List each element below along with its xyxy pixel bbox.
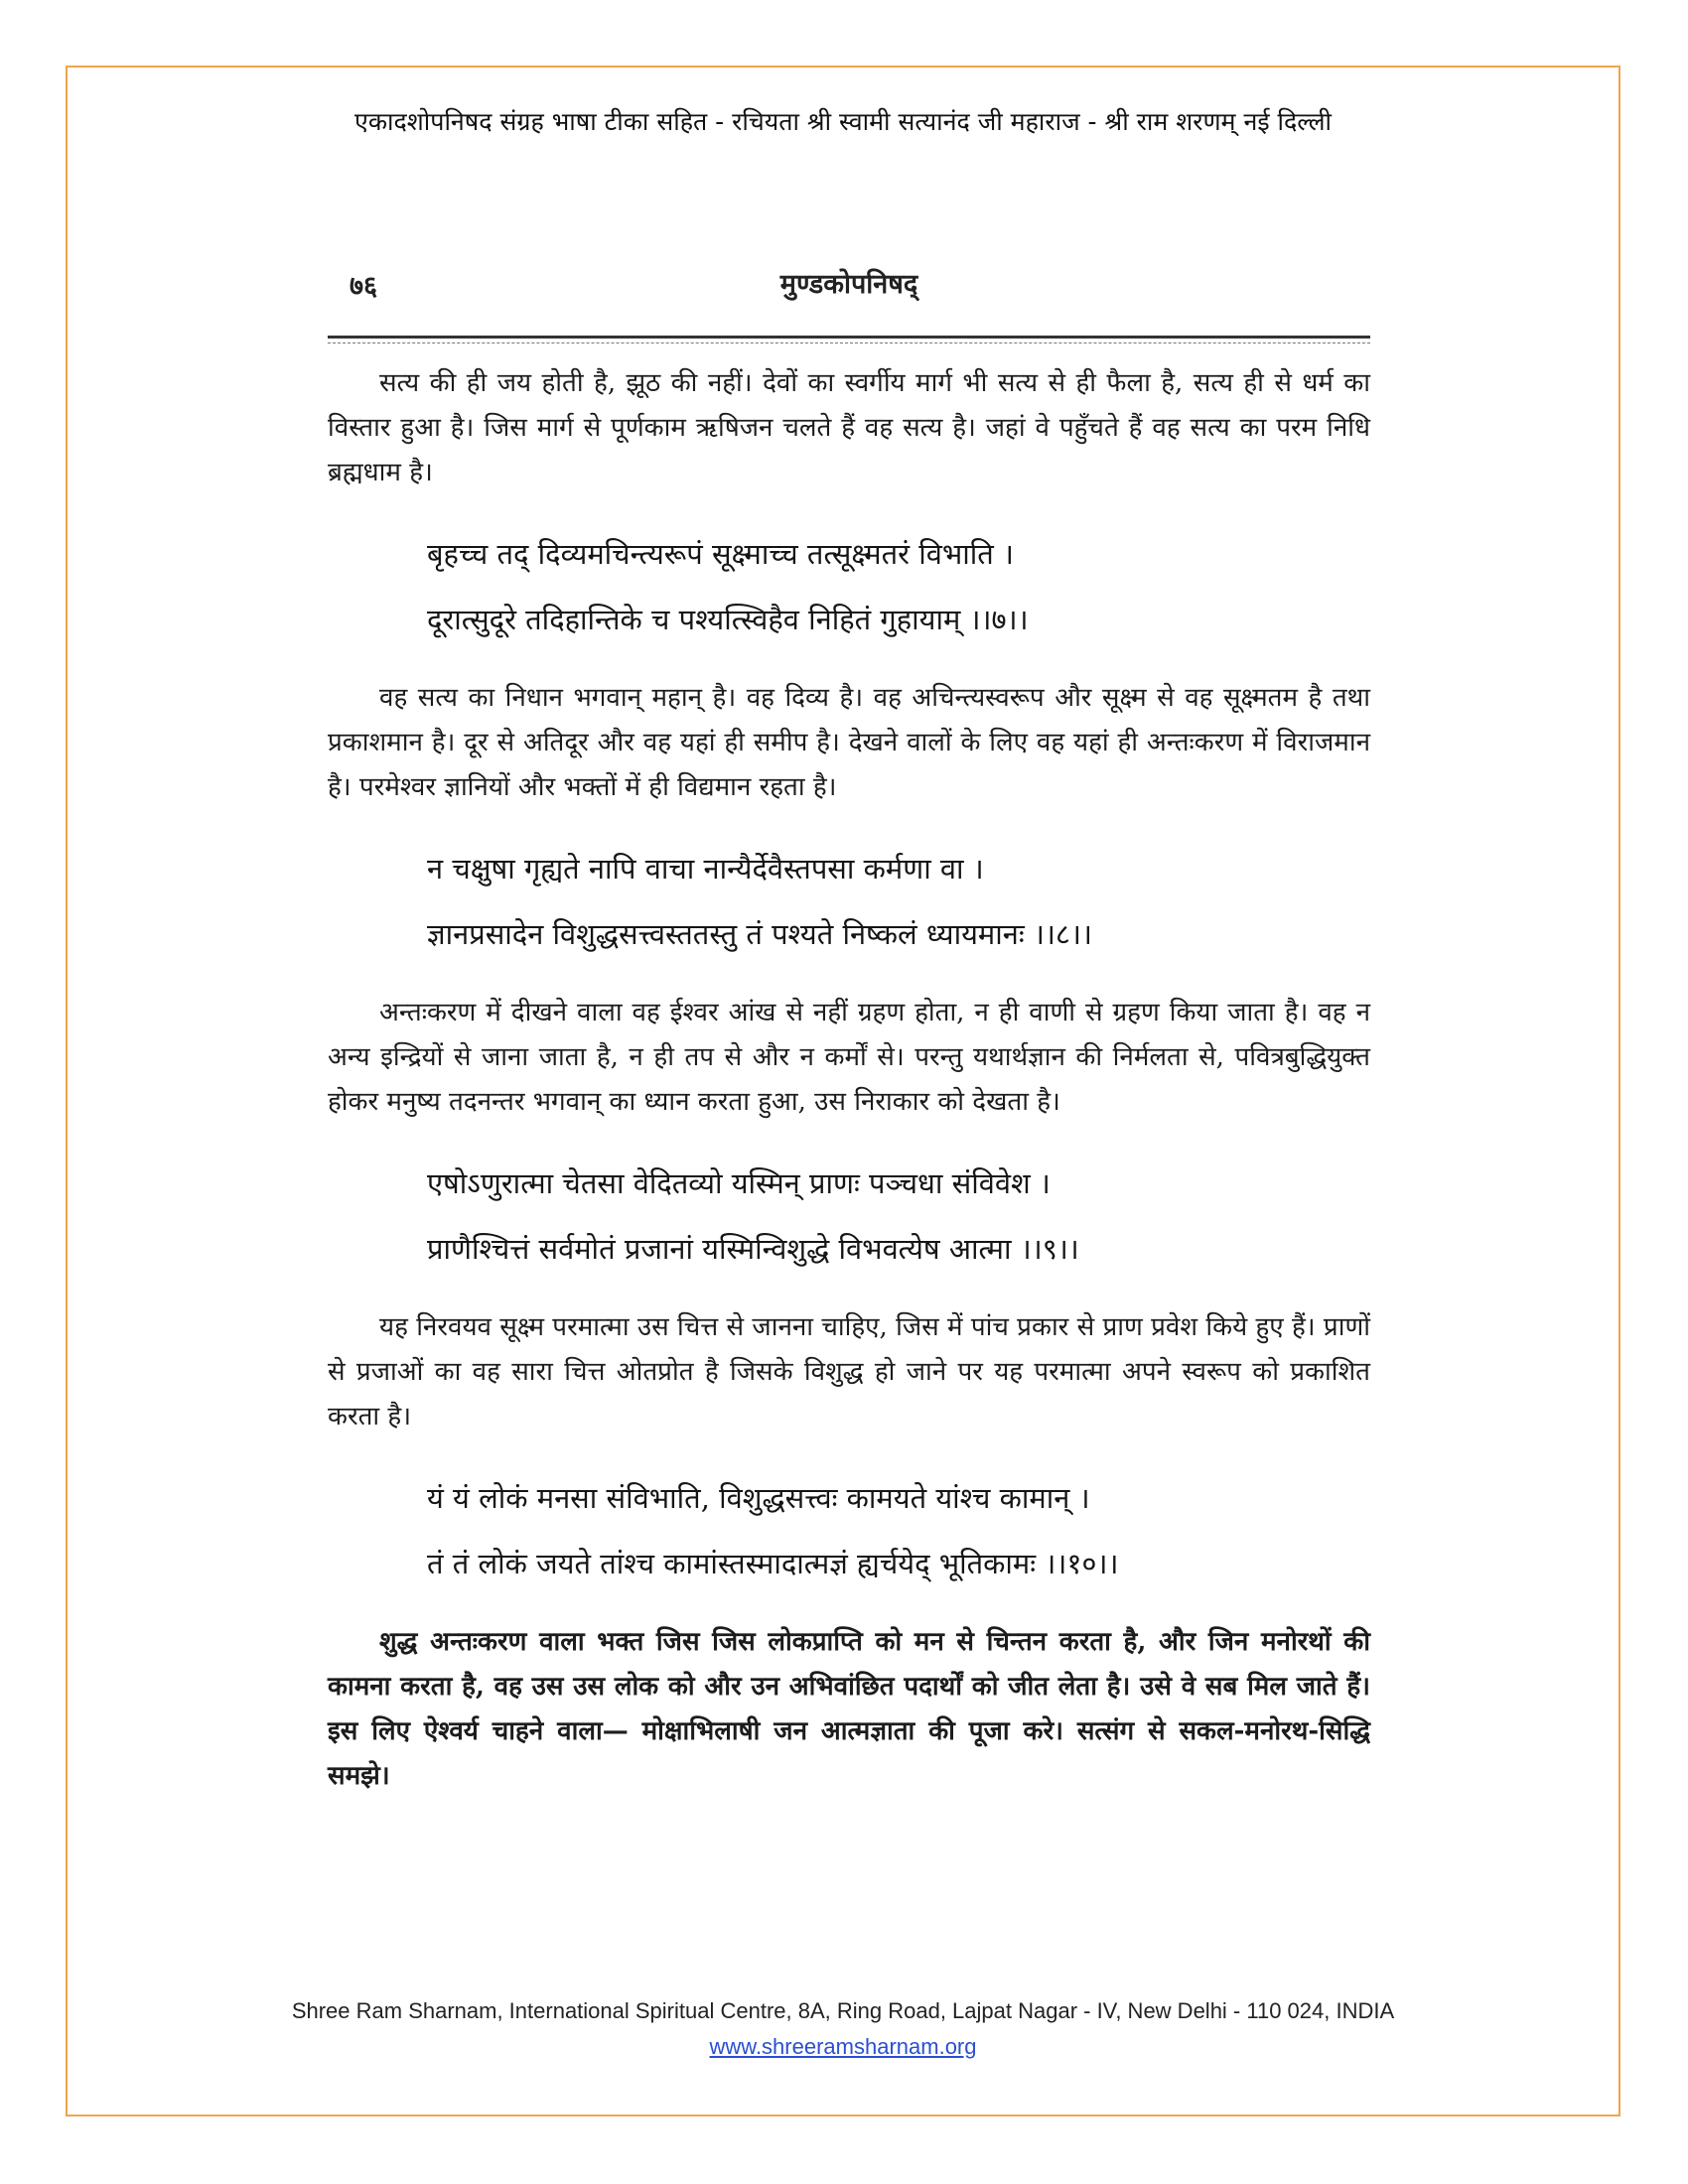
header-rule bbox=[328, 336, 1370, 339]
running-head bbox=[328, 258, 1370, 308]
footer-address: Shree Ram Sharnam, International Spiritual Centre, 8A, Ring Road, Lajpat Nagar - IV, New Delhi - 110 024, INDIA bbox=[291, 1998, 1395, 2023]
commentary-paragraph: अन्तःकरण में दीखने वाला वह ईश्वर आंख से नहीं ग्रहण होता, न ही वाणी से ग्रहण किया जाता है। वह न अन्य इन्द्रियों से जाना जाता है, न ही तप से और न कर्मों से। परन्तु यथार्थज्ञान की निर्मलता से, पवित्रबुद्धियुक्त होकर मनुष्य तदनन्तर भगवान् का ध्यान करता हुआ, उस निराकार को देखता है। bbox=[328, 998, 1370, 1117]
commentary-paragraph: सत्य की ही जय होती है, झूठ की नहीं। देवों का स्वर्गीय मार्ग भी सत्य से ही फैला है, सत्य ही से धर्म का विस्तार हुआ है। जिस मार्ग से पूर्णकाम ऋषिजन चलते हैं वह सत्य है। जहां वे पहुँचते हैं वह सत्य का परम निधि ब्रह्मधाम है। bbox=[328, 368, 1370, 487]
verse-7 bbox=[328, 521, 1370, 652]
header-rule-dashed bbox=[328, 342, 1370, 343]
commentary-paragraph: वह सत्य का निधान भगवान् महान् है। वह दिव्य है। वह अचिन्त्यस्वरूप और सूक्ष्म से वह सूक्ष्मतम है तथा प्रकाशमान है। दूर से अतिदूर और वह यहां ही समीप है। देखने वालों के लिए वह यहां ही अन्तःकरण में विराजमान है। परमेश्वर ज्ञानियों और भक्तों में ही विद्यमान रहता है। bbox=[328, 683, 1370, 802]
verse-line: न चक्षुषा गृह्यते नापि वाचा नान्यैर्देवैस्तपसा कर्मणा वा । bbox=[427, 852, 984, 886]
commentary-paragraph: शुद्ध अन्तःकरण वाला भक्त जिस जिस लोकप्राप्ति को मन से चिन्तन करता है, और जिन मनोरथों की कामना करता है, वह उस उस लोक को और उन अभिवांछित पदार्थों को जीत लेता है। उसे वे सब मिल जाते हैं। इस लिए ऐश्वर्य चाहने वाला— मोक्षाभिलाषी जन आत्मज्ञाता की पूजा करे। सत्संग से सकल-मनोरथ-सिद्धि समझे। bbox=[328, 1627, 1370, 1791]
verse-line: दूरात्सुदूरे तदिहान्तिके च पश्यत्स्विहैव निहितं गुहायाम् ।।७।। bbox=[427, 603, 1029, 636]
verse-line: प्राणैश्चित्तं सर्वमोतं प्रजानां यस्मिन्विशुद्धे विभवत्येष आत्मा ।।९।। bbox=[427, 1232, 1079, 1266]
verse-line: एषोऽणुरात्मा चेतसा वेदितव्यो यस्मिन् प्राणः पञ्चधा संविवेश । bbox=[427, 1166, 1051, 1200]
verse-9 bbox=[328, 1151, 1370, 1282]
verse-line: बृहच्च तद् दिव्यमचिन्त्यरूपं सूक्ष्माच्च तत्सूक्ष्मतरं विभाति । bbox=[427, 537, 1014, 571]
page-number: ७६ bbox=[350, 271, 378, 302]
website-link[interactable]: www.shreeramsharnam.org bbox=[709, 2034, 977, 2059]
verse-8 bbox=[328, 836, 1370, 967]
running-title: मुण्डकोपनिषद् bbox=[779, 269, 918, 300]
scanned-page bbox=[328, 258, 1370, 1825]
verse-line: यं यं लोकं मनसा संविभाति, विशुद्धसत्त्वः कामयते यांश्च कामान् । bbox=[427, 1481, 1090, 1515]
verse-line: ज्ञानप्रसादेन विशुद्धसत्त्वस्ततस्तु तं पश्यते निष्कलं ध्यायमानः ।।८।। bbox=[427, 917, 1092, 951]
document-footer bbox=[66, 1998, 1620, 2060]
verse-10 bbox=[328, 1465, 1370, 1596]
document-header: एकादशोपनिषद संग्रह भाषा टीका सहित - रचियता श्री स्वामी सत्यानंद जी महाराज - श्री राम शरणम् नई दिल्ली bbox=[354, 107, 1332, 136]
commentary-paragraph: यह निरवयव सूक्ष्म परमात्मा उस चित्त से जानना चाहिए, जिस में पांच प्रकार से प्राण प्रवेश किये हुए हैं। प्राणों से प्रजाओं का वह सारा चित्त ओतप्रोत है जिसके विशुद्ध हो जाने पर यह परमात्मा अपने स्वरूप को प्रकाशित करता है। bbox=[328, 1312, 1370, 1432]
verse-line: तं तं लोकं जयते तांश्च कामांस्तस्मादात्मज्ञं ह्यर्चयेद् भूतिकामः ।।१०।। bbox=[427, 1547, 1119, 1580]
